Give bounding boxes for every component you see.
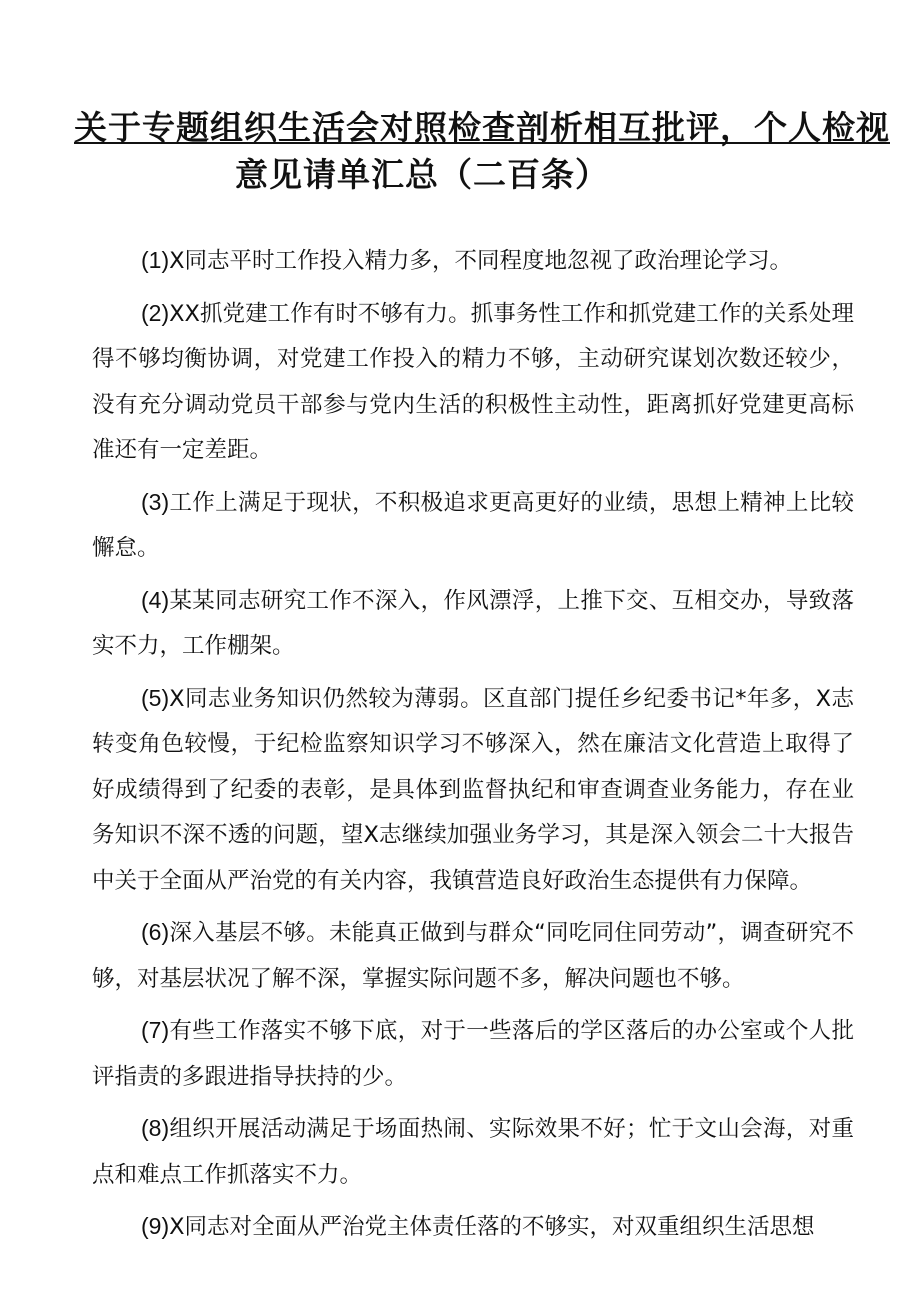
paragraph-text: X同志平时工作投入精力多，不同程度地忽视了政治理论学习。 bbox=[169, 248, 793, 274]
item-number: (9) bbox=[141, 1213, 170, 1239]
paragraph-5 bbox=[92, 676, 854, 905]
paragraph-2 bbox=[92, 291, 854, 474]
paragraph-9 bbox=[92, 1204, 854, 1251]
item-number: (8) bbox=[141, 1115, 170, 1141]
item-number: (7) bbox=[141, 1017, 170, 1043]
paragraph-1 bbox=[92, 238, 854, 285]
paragraph-text: 某某同志研究工作不深入，作风漂浮，上推下交、互相交办，导致落实不力，工作棚架。 bbox=[92, 587, 854, 659]
item-number: (2) bbox=[141, 299, 170, 326]
paragraph-8 bbox=[92, 1106, 854, 1198]
title-line-2: 意见请单汇总（二百条） bbox=[235, 155, 609, 194]
paragraph-text: X同志对全面从严治党主体责任落的不够实，对双重组织生活思想 bbox=[169, 1214, 815, 1240]
item-number: (3) bbox=[141, 488, 170, 515]
item-number: (5) bbox=[141, 684, 170, 711]
paragraph-text: 工作上满足于现状，不积极追求更高更好的业绩，思想上精神上比较懈怠。 bbox=[92, 489, 854, 561]
paragraph-text: 深入基层不够。未能真正做到与群众“同吃同住同劳动”，调查研究不够，对基层状况了解不深，掌握实际问题不多，解决问题也不够。 bbox=[92, 920, 854, 992]
item-number: (4) bbox=[141, 586, 170, 613]
paragraph-text: 组织开展活动满足于场面热闹、实际效果不好；忙于文山会海，对重点和难点工作抓落实不力。 bbox=[92, 1116, 854, 1188]
paragraph-text: X同志业务知识仍然较为薄弱。区直部门提任乡纪委书记*年多，X志转变角色较慢，于纪检监察知识学习不够深入，然在廉洁文化营造上取得了好成绩得到了纪委的表彰，是具体到监督执纪和审查调查业务能力，存在业务知识不深不透的问题，望X志继续加强业务学习，其是深入领会二十大报告中关于全面从严治党的有关内容，我镇营造良好政治生态提供有力保障。 bbox=[92, 685, 854, 894]
paragraph-3 bbox=[92, 480, 854, 572]
item-number: (6) bbox=[141, 919, 170, 945]
paragraph-text: XX抓党建工作有时不够有力。抓事务性工作和抓党建工作的关系处理得不够均衡协调，对党建工作投入的精力不够，主动研究谋划次数还较少，没有充分调动党员干部参与党内生活的积极性主动性，距离抓好党建更高标准还有一定差距。 bbox=[92, 300, 854, 463]
paragraph-6 bbox=[92, 910, 854, 1002]
item-number: (1) bbox=[141, 247, 170, 273]
paragraph-4 bbox=[92, 578, 854, 670]
title-line-1: 关于专题组织生活会对照检查剖析相互批评，个人检视 bbox=[74, 108, 890, 147]
document-body bbox=[92, 238, 854, 1257]
paragraph-text: 有些工作落实不够下底，对于一些落后的学区落后的办公室或个人批评指责的多跟进指导扶持的少。 bbox=[92, 1018, 854, 1090]
document-title bbox=[70, 104, 890, 198]
paragraph-7 bbox=[92, 1008, 854, 1100]
